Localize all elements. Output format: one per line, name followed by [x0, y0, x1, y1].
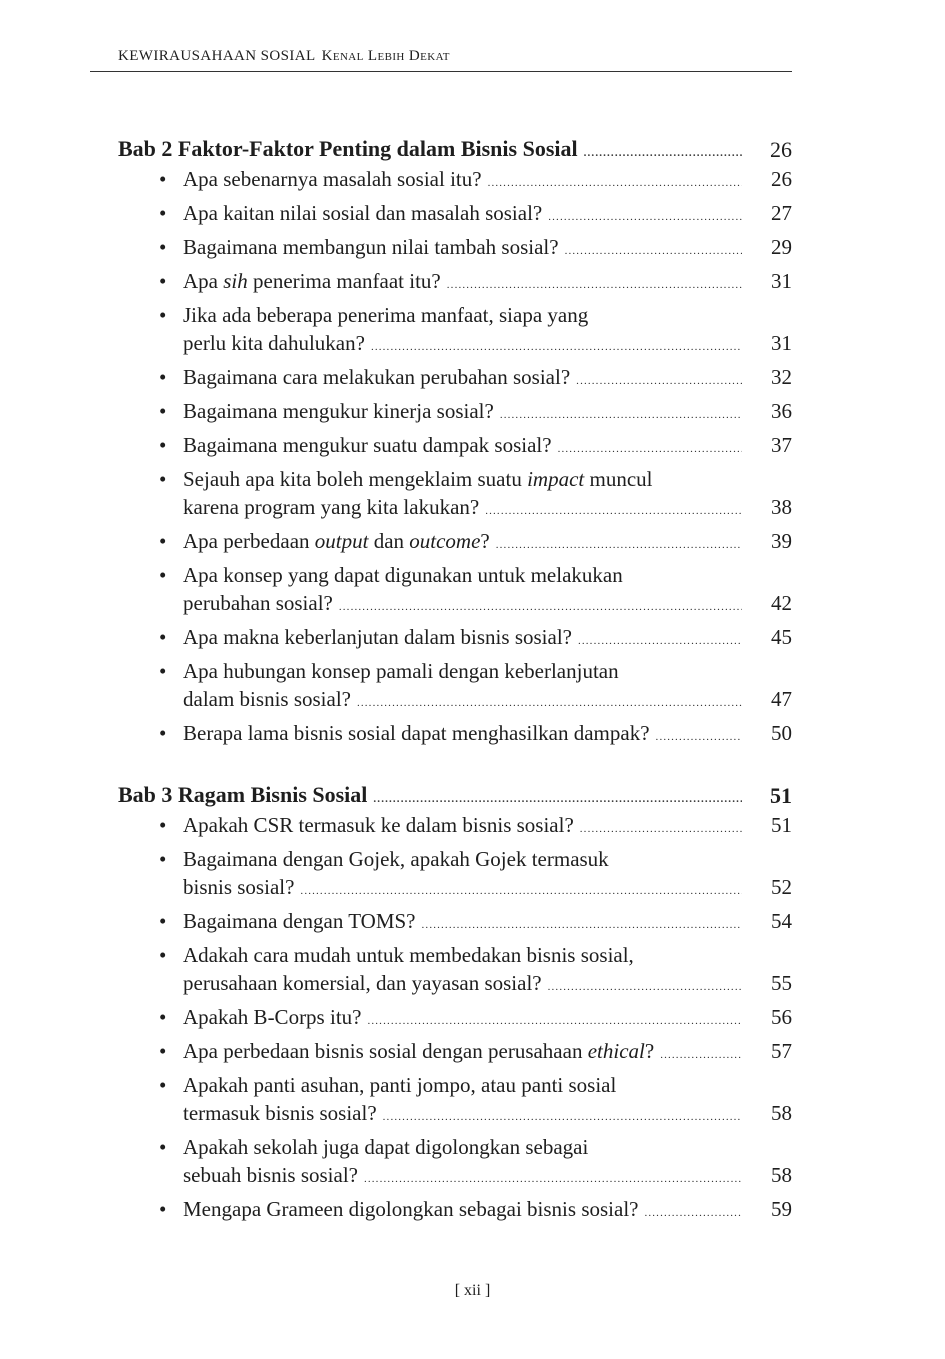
leader-dots: [580, 811, 742, 843]
leader-dots: [584, 135, 742, 167]
entry-text-line-2: karena program yang kita lakukan?: [183, 495, 480, 519]
bullet-icon: •: [159, 365, 167, 389]
leader-dots: [576, 363, 742, 395]
entry-page-number: 47: [771, 687, 792, 711]
bullet-icon: •: [159, 433, 167, 457]
leader-dots: [496, 527, 742, 559]
running-header: [90, 40, 792, 72]
entry-page-number: 39: [771, 529, 792, 553]
entry-text: Bagaimana dengan TOMS?: [183, 909, 416, 933]
leader-dots: [300, 873, 742, 905]
entry-text: Apa sebenarnya masalah sosial itu?: [183, 167, 482, 191]
entry-page-number: 52: [771, 875, 792, 899]
entry-text-line-1: Jika ada beberapa penerima manfaat, siapa yang: [183, 303, 589, 327]
leader-dots: [422, 907, 742, 939]
entry-text: Mengapa Grameen digolongkan sebagai bisnis sosial?: [183, 1197, 639, 1221]
bullet-icon: •: [159, 847, 167, 871]
entry-text: Apa kaitan nilai sosial dan masalah sosial?: [183, 201, 543, 225]
header-title: KEWIRAUSAHAAN SOSIAL: [118, 48, 316, 64]
entry-text-line-2: perusahaan komersial, dan yayasan sosial?: [183, 971, 542, 995]
entry-text-line-2: sebuah bisnis sosial?: [183, 1163, 358, 1187]
leader-dots: [565, 233, 742, 265]
entry-page-number: 58: [771, 1101, 792, 1125]
entry-text: Apa perbedaan bisnis sosial dengan perusahaan ethical?: [183, 1039, 655, 1063]
entry-text-line-2: perlu kita dahulukan?: [183, 331, 365, 355]
bullet-icon: •: [159, 269, 167, 293]
bullet-icon: •: [159, 1073, 167, 1097]
entry-page-number: 32: [771, 365, 792, 389]
entry-text-line-2: bisnis sosial?: [183, 875, 295, 899]
entry-text: Apa makna keberlanjutan dalam bisnis sosial?: [183, 625, 572, 649]
bullet-icon: •: [159, 235, 167, 259]
chapter-heading-bab-3[interactable]: [118, 781, 792, 811]
entry-text: Bagaimana mengukur suatu dampak sosial?: [183, 433, 552, 457]
leader-dots: [485, 493, 742, 525]
toc-entry[interactable]: [118, 1003, 792, 1031]
toc-entry[interactable]: [118, 465, 792, 521]
leader-dots: [644, 1195, 742, 1227]
toc-entry[interactable]: [118, 1071, 792, 1127]
entry-page-number: 57: [771, 1039, 792, 1063]
entry-text: Bagaimana mengukur kinerja sosial?: [183, 399, 494, 423]
leader-dots: [447, 267, 742, 299]
toc-entry[interactable]: [118, 363, 792, 391]
bullet-icon: •: [159, 399, 167, 423]
toc-entry[interactable]: [118, 1037, 792, 1065]
toc-entry[interactable]: [118, 165, 792, 193]
toc-entry[interactable]: [118, 623, 792, 651]
entry-text-line-1: Apa konsep yang dapat digunakan untuk melakukan: [183, 563, 623, 587]
entry-page-number: 26: [771, 167, 792, 191]
leader-dots: [558, 431, 742, 463]
leader-dots: [548, 199, 742, 231]
toc-entry[interactable]: [118, 301, 792, 357]
chapter-page-number: 26: [770, 137, 792, 162]
bullet-icon: •: [159, 167, 167, 191]
entry-page-number: 51: [771, 813, 792, 837]
leader-dots: [578, 623, 742, 655]
entry-text-line-1: Bagaimana dengan Gojek, apakah Gojek termasuk: [183, 847, 609, 871]
entry-text: Apakah B-Corps itu?: [183, 1005, 362, 1029]
bullet-icon: •: [159, 1197, 167, 1221]
toc-entry[interactable]: [118, 431, 792, 459]
leader-dots: [371, 329, 742, 361]
entry-text: Apa sih penerima manfaat itu?: [183, 269, 441, 293]
toc-entry[interactable]: [118, 267, 792, 295]
entry-page-number: 42: [771, 591, 792, 615]
entry-page-number: 50: [771, 721, 792, 745]
entry-page-number: 55: [771, 971, 792, 995]
toc-entry[interactable]: [118, 845, 792, 901]
leader-dots: [373, 781, 742, 813]
entry-page-number: 54: [771, 909, 792, 933]
leader-dots: [660, 1037, 742, 1069]
leader-dots: [383, 1099, 742, 1131]
toc-entry[interactable]: [118, 199, 792, 227]
entry-page-number: 59: [771, 1197, 792, 1221]
entry-text-line-2: perubahan sosial?: [183, 591, 333, 615]
entry-page-number: 56: [771, 1005, 792, 1029]
toc-entry[interactable]: [118, 657, 792, 713]
entry-text-line-1: Sejauh apa kita boleh mengeklaim suatu impact muncul: [183, 467, 653, 491]
leader-dots: [500, 397, 742, 429]
entry-text-line-2: termasuk bisnis sosial?: [183, 1101, 377, 1125]
entry-page-number: 45: [771, 625, 792, 649]
entry-text-line-1: Apakah sekolah juga dapat digolongkan sebagai: [183, 1135, 589, 1159]
bullet-icon: •: [159, 529, 167, 553]
leader-dots: [367, 1003, 742, 1035]
bullet-icon: •: [159, 1039, 167, 1063]
bullet-icon: •: [159, 721, 167, 745]
bullet-icon: •: [159, 943, 167, 967]
header-subtitle: Kenal Lebih Dekat: [321, 48, 450, 64]
chapter-page-number: 51: [770, 783, 792, 808]
bullet-icon: •: [159, 303, 167, 327]
toc-entry[interactable]: [118, 941, 792, 997]
entry-text-line-1: Apakah panti asuhan, panti jompo, atau panti sosial: [183, 1073, 617, 1097]
entry-text-line-2: dalam bisnis sosial?: [183, 687, 351, 711]
entry-page-number: 29: [771, 235, 792, 259]
entry-page-number: 38: [771, 495, 792, 519]
chapter-title: Bab 3 Ragam Bisnis Sosial: [118, 782, 368, 807]
leader-dots: [357, 685, 742, 717]
entry-page-number: 58: [771, 1163, 792, 1187]
bullet-icon: •: [159, 1005, 167, 1029]
header-text: [118, 48, 450, 65]
bullet-icon: •: [159, 659, 167, 683]
bullet-icon: •: [159, 1135, 167, 1159]
bullet-icon: •: [159, 201, 167, 225]
toc-entry[interactable]: [118, 527, 792, 555]
leader-dots: [548, 969, 742, 1001]
leader-dots: [364, 1161, 742, 1193]
chapter-heading-bab-2[interactable]: [118, 135, 792, 165]
toc-entry[interactable]: [118, 561, 792, 617]
bullet-icon: •: [159, 625, 167, 649]
entry-text: Apakah CSR termasuk ke dalam bisnis sosial?: [183, 813, 574, 837]
toc-entry[interactable]: [118, 907, 792, 935]
bullet-icon: •: [159, 909, 167, 933]
entry-page-number: 36: [771, 399, 792, 423]
toc-entry[interactable]: [118, 811, 792, 839]
entry-text: Bagaimana membangun nilai tambah sosial?: [183, 235, 559, 259]
entry-page-number: 27: [771, 201, 792, 225]
entry-text: Berapa lama bisnis sosial dapat menghasilkan dampak?: [183, 721, 650, 745]
entry-page-number: 37: [771, 433, 792, 457]
toc-entry[interactable]: [118, 1133, 792, 1189]
leader-dots: [339, 589, 742, 621]
entry-text-line-1: Apa hubungan konsep pamali dengan keberlanjutan: [183, 659, 619, 683]
entry-text-line-1: Adakah cara mudah untuk membedakan bisnis sosial,: [183, 943, 634, 967]
bullet-icon: •: [159, 467, 167, 491]
entry-text: Bagaimana cara melakukan perubahan sosial?: [183, 365, 571, 389]
leader-dots: [488, 165, 742, 197]
toc-entry[interactable]: [118, 719, 792, 747]
page-number-footer: [ xii ]: [454, 1282, 491, 1299]
entry-page-number: 31: [771, 331, 792, 355]
bullet-icon: •: [159, 813, 167, 837]
entry-page-number: 31: [771, 269, 792, 293]
toc-entry[interactable]: [118, 1195, 792, 1223]
leader-dots: [656, 719, 742, 751]
toc-entry[interactable]: [118, 397, 792, 425]
entry-text: Apa perbedaan output dan outcome?: [183, 529, 490, 553]
bullet-icon: •: [159, 563, 167, 587]
toc-entry[interactable]: [118, 233, 792, 261]
chapter-title: Bab 2 Faktor-Faktor Penting dalam Bisnis Sosial: [118, 136, 578, 161]
